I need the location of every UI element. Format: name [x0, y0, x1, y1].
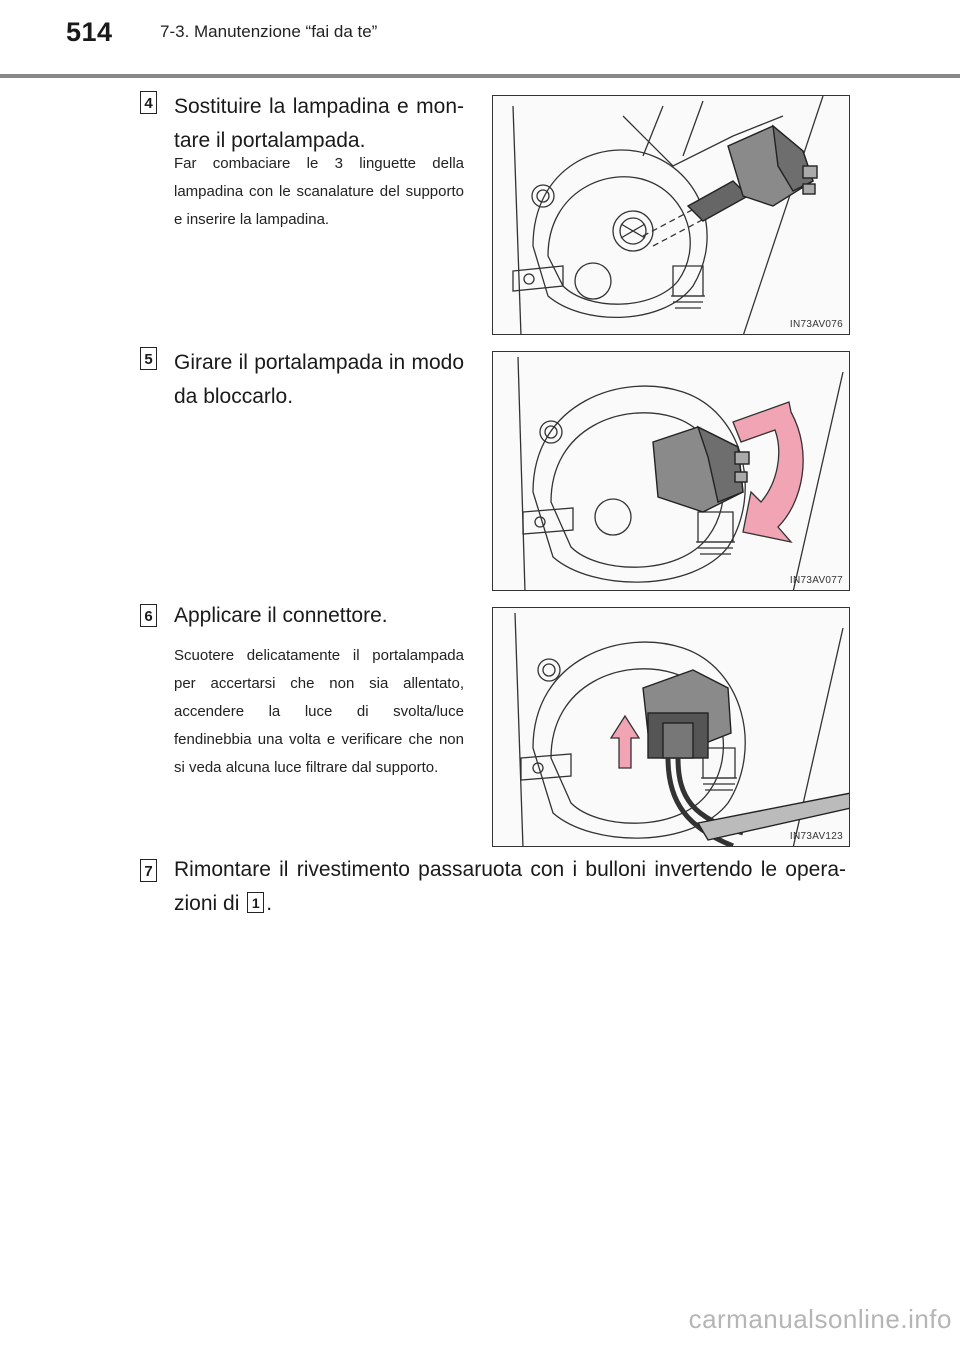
step-4-title	[174, 90, 464, 158]
step-5-title	[174, 346, 464, 414]
page-header	[0, 0, 960, 80]
step-7-title-line2	[174, 887, 846, 921]
step-7-title-line2-text: zioni di	[174, 892, 240, 915]
step-4-note: Far combaciare le 3 linguette della lampadina con le scanalature del supporto e inserire la lampadina.	[174, 155, 464, 228]
step-4-title-line2: tare il portalampada.	[174, 129, 366, 152]
push-arrow	[611, 716, 639, 768]
step-5-badge: 5	[140, 347, 157, 370]
step-7-badge: 7	[140, 859, 157, 882]
figure-step-4	[492, 95, 850, 335]
figure-code: IN73AV077	[789, 575, 843, 586]
step-5-title-line1: Girare il portalampada in modo	[174, 351, 464, 374]
headlamp-connector-illustration	[493, 608, 850, 847]
headlamp-bulb-illustration	[493, 96, 850, 335]
step-6-note: Scuotere delicatamente il portalampada per accertarsi che non sia allentato, accendere la luce di svolta/luce fendinebbia una volta e verificare che non si veda alcuna luce filtrare dal supporto.	[174, 647, 464, 776]
step-7-title	[174, 853, 846, 921]
step-6-title: Applicare il connettore.	[174, 604, 388, 627]
step-1-reference-badge: 1	[247, 892, 264, 913]
step-6-badge: 6	[140, 604, 157, 627]
figure-code: IN73AV076	[789, 319, 843, 330]
page-number: 514	[66, 17, 113, 47]
step-5-title-line2: da bloccarlo.	[174, 385, 294, 408]
figure-code: IN73AV123	[789, 831, 843, 842]
watermark: carmanualsonline.info	[688, 1304, 952, 1334]
section-title: 7-3. Manutenzione “fai da te”	[160, 22, 378, 41]
step-7-title-line1: Rimontare il rivestimento passaruota con i bulloni invertendo le opera-	[174, 858, 846, 881]
figure-step-6	[492, 607, 850, 847]
figure-step-5	[492, 351, 850, 591]
header-rule	[0, 74, 960, 78]
step-4-title-line1: Sostituire la lampadina e mon-	[174, 95, 464, 118]
headlamp-rotate-illustration	[493, 352, 850, 591]
step-7-title-period: .	[266, 892, 273, 915]
step-4-badge: 4	[140, 91, 157, 114]
